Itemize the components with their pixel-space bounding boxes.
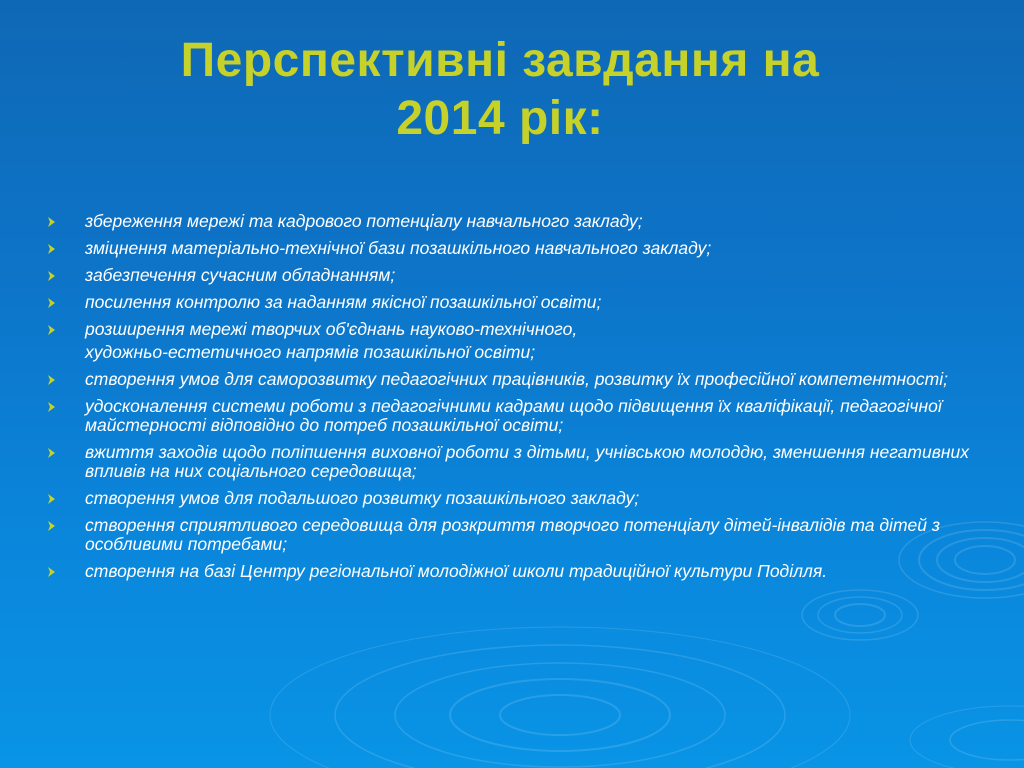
- arrow-bullet-icon: [47, 243, 57, 255]
- list-item: [44, 293, 994, 312]
- list-item-text: художньо-естетичного напрямів позашкільної освіти;: [85, 342, 536, 362]
- arrow-bullet-icon: [47, 447, 57, 459]
- arrow-bullet-icon: [47, 520, 57, 532]
- list-item-text: створення на базі Центру регіональної молодіжної школи традиційної культури Поділля.: [85, 561, 828, 581]
- list-item: [44, 239, 994, 258]
- list-item-text: збереження мережі та кадрового потенціалу навчального закладу;: [85, 211, 643, 231]
- list-item: [44, 320, 994, 339]
- list-item-text: зміцнення матеріально-технічної бази позашкільного навчального закладу;: [85, 238, 712, 258]
- list-item: [44, 212, 994, 231]
- list-item-text: забезпечення сучасним обладнанням;: [85, 265, 396, 285]
- list-item: [44, 397, 994, 435]
- list-item-text: розширення мережі творчих об'єднань науково-технічного,: [85, 319, 578, 339]
- list-item-text: вжиття заходів щодо поліпшення виховної роботи з дітьми, учнівською молоддю, зменшення негативних впливів на них соціального середовища;: [85, 442, 969, 481]
- list-item-text: створення сприятливого середовища для розкриття творчого потенціалу дітей-інвалідів та дітей з особливими потребами;: [85, 515, 940, 554]
- list-item: [44, 562, 994, 581]
- arrow-bullet-icon: [47, 324, 57, 336]
- slide-title: [100, 32, 900, 148]
- arrow-bullet-icon: [47, 270, 57, 282]
- arrow-bullet-icon: [47, 216, 57, 228]
- list-item: [44, 489, 994, 508]
- list-item: [44, 266, 994, 285]
- list-item-text: удосконалення системи роботи з педагогічними кадрами щодо підвищення їх кваліфікації, педагогічної майстерності відповідно до потреб позашкільної освіти;: [85, 396, 942, 435]
- slide-title-line-1: Перспективні завдання на: [180, 34, 820, 87]
- arrow-bullet-icon: [47, 297, 57, 309]
- arrow-bullet-icon: [47, 374, 57, 386]
- list-item-continuation: [44, 343, 994, 362]
- slide-title-line-2: 2014 рік:: [396, 92, 604, 145]
- list-item: [44, 516, 994, 554]
- arrow-bullet-icon: [47, 566, 57, 578]
- list-item-text: створення умов для саморозвитку педагогічних працівників, розвитку їх професійної компетентності;: [85, 369, 948, 389]
- arrow-bullet-icon: [47, 493, 57, 505]
- list-item: [44, 443, 994, 481]
- bullet-list: [44, 212, 994, 589]
- list-item-text: створення умов для подальшого розвитку позашкільного закладу;: [85, 488, 640, 508]
- list-item-text: посилення контролю за наданням якісної позашкільної освіти;: [85, 292, 602, 312]
- arrow-bullet-icon: [47, 401, 57, 413]
- list-item: [44, 370, 994, 389]
